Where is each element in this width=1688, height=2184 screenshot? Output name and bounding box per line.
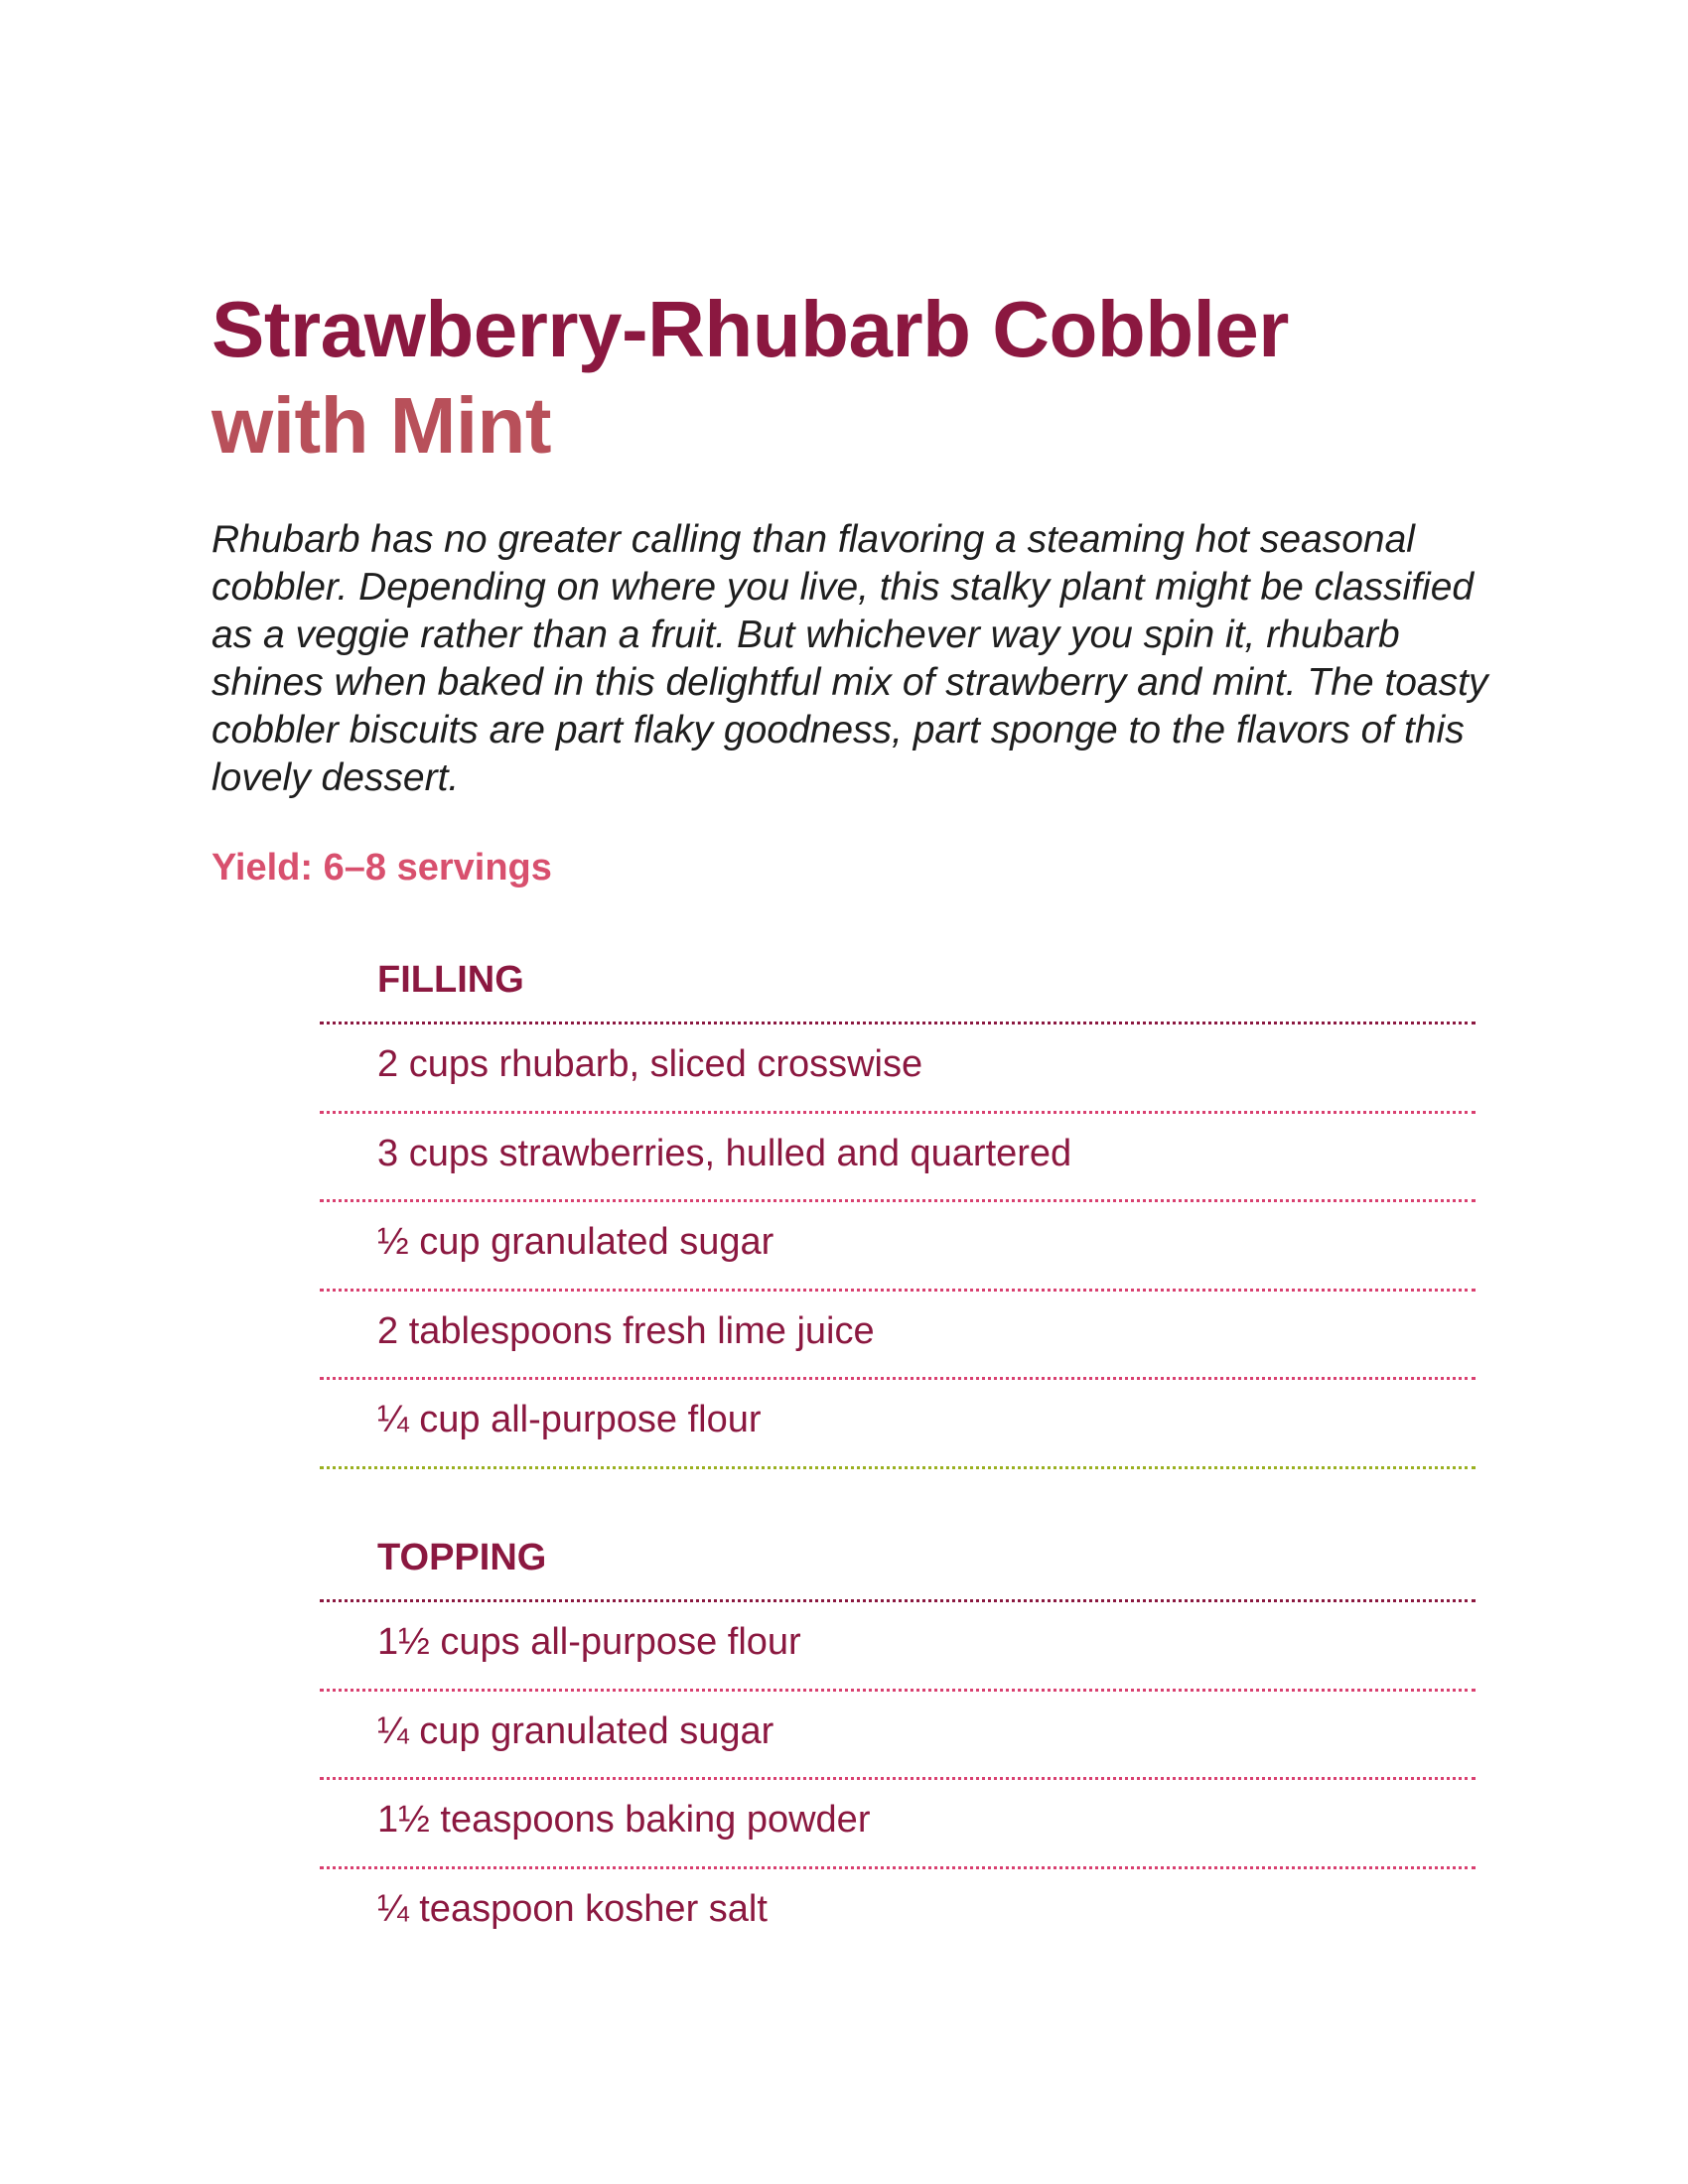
recipe-yield: Yield: 6–8 servings <box>211 847 552 888</box>
recipe-title <box>211 281 1289 474</box>
ingredient-item: ½ cup granulated sugar <box>320 1202 1476 1292</box>
ingredient-item: 1½ cups all-purpose flour <box>320 1602 1476 1692</box>
ingredient-item: 2 cups rhubarb, sliced crosswise <box>320 1024 1476 1114</box>
topping-section <box>320 1529 1476 1958</box>
ingredient-item: ¼ cup granulated sugar <box>320 1692 1476 1781</box>
recipe-intro: Rhubarb has no greater calling than flavoring a steaming hot seasonal cobbler. Depending on where you live, this stalky plant might be classified as a veggie rather than a fruit. But whichever way you spin it, rhubarb shines when baked in this delightful mix of strawberry and mint. The toasty cobbler biscuits are part flaky goodness, part sponge to the flavors of this lovely dessert. <box>211 518 1488 799</box>
ingredient-item: ¼ cup all-purpose flour <box>320 1380 1476 1469</box>
ingredient-item: 2 tablespoons fresh lime juice <box>320 1292 1476 1381</box>
ingredient-item: ¼ teaspoon kosher salt <box>377 1887 768 1930</box>
filling-heading: FILLING <box>320 951 1476 1024</box>
recipe-title-sub: with Mint <box>211 381 552 470</box>
ingredient-item: 3 cups strawberries, hulled and quartered <box>320 1114 1476 1203</box>
filling-section <box>320 951 1476 1469</box>
recipe-title-main: Strawberry-Rhubarb Cobbler <box>211 285 1289 373</box>
ingredient-item: 1½ teaspoons baking powder <box>320 1780 1476 1869</box>
topping-heading: TOPPING <box>320 1529 1476 1602</box>
